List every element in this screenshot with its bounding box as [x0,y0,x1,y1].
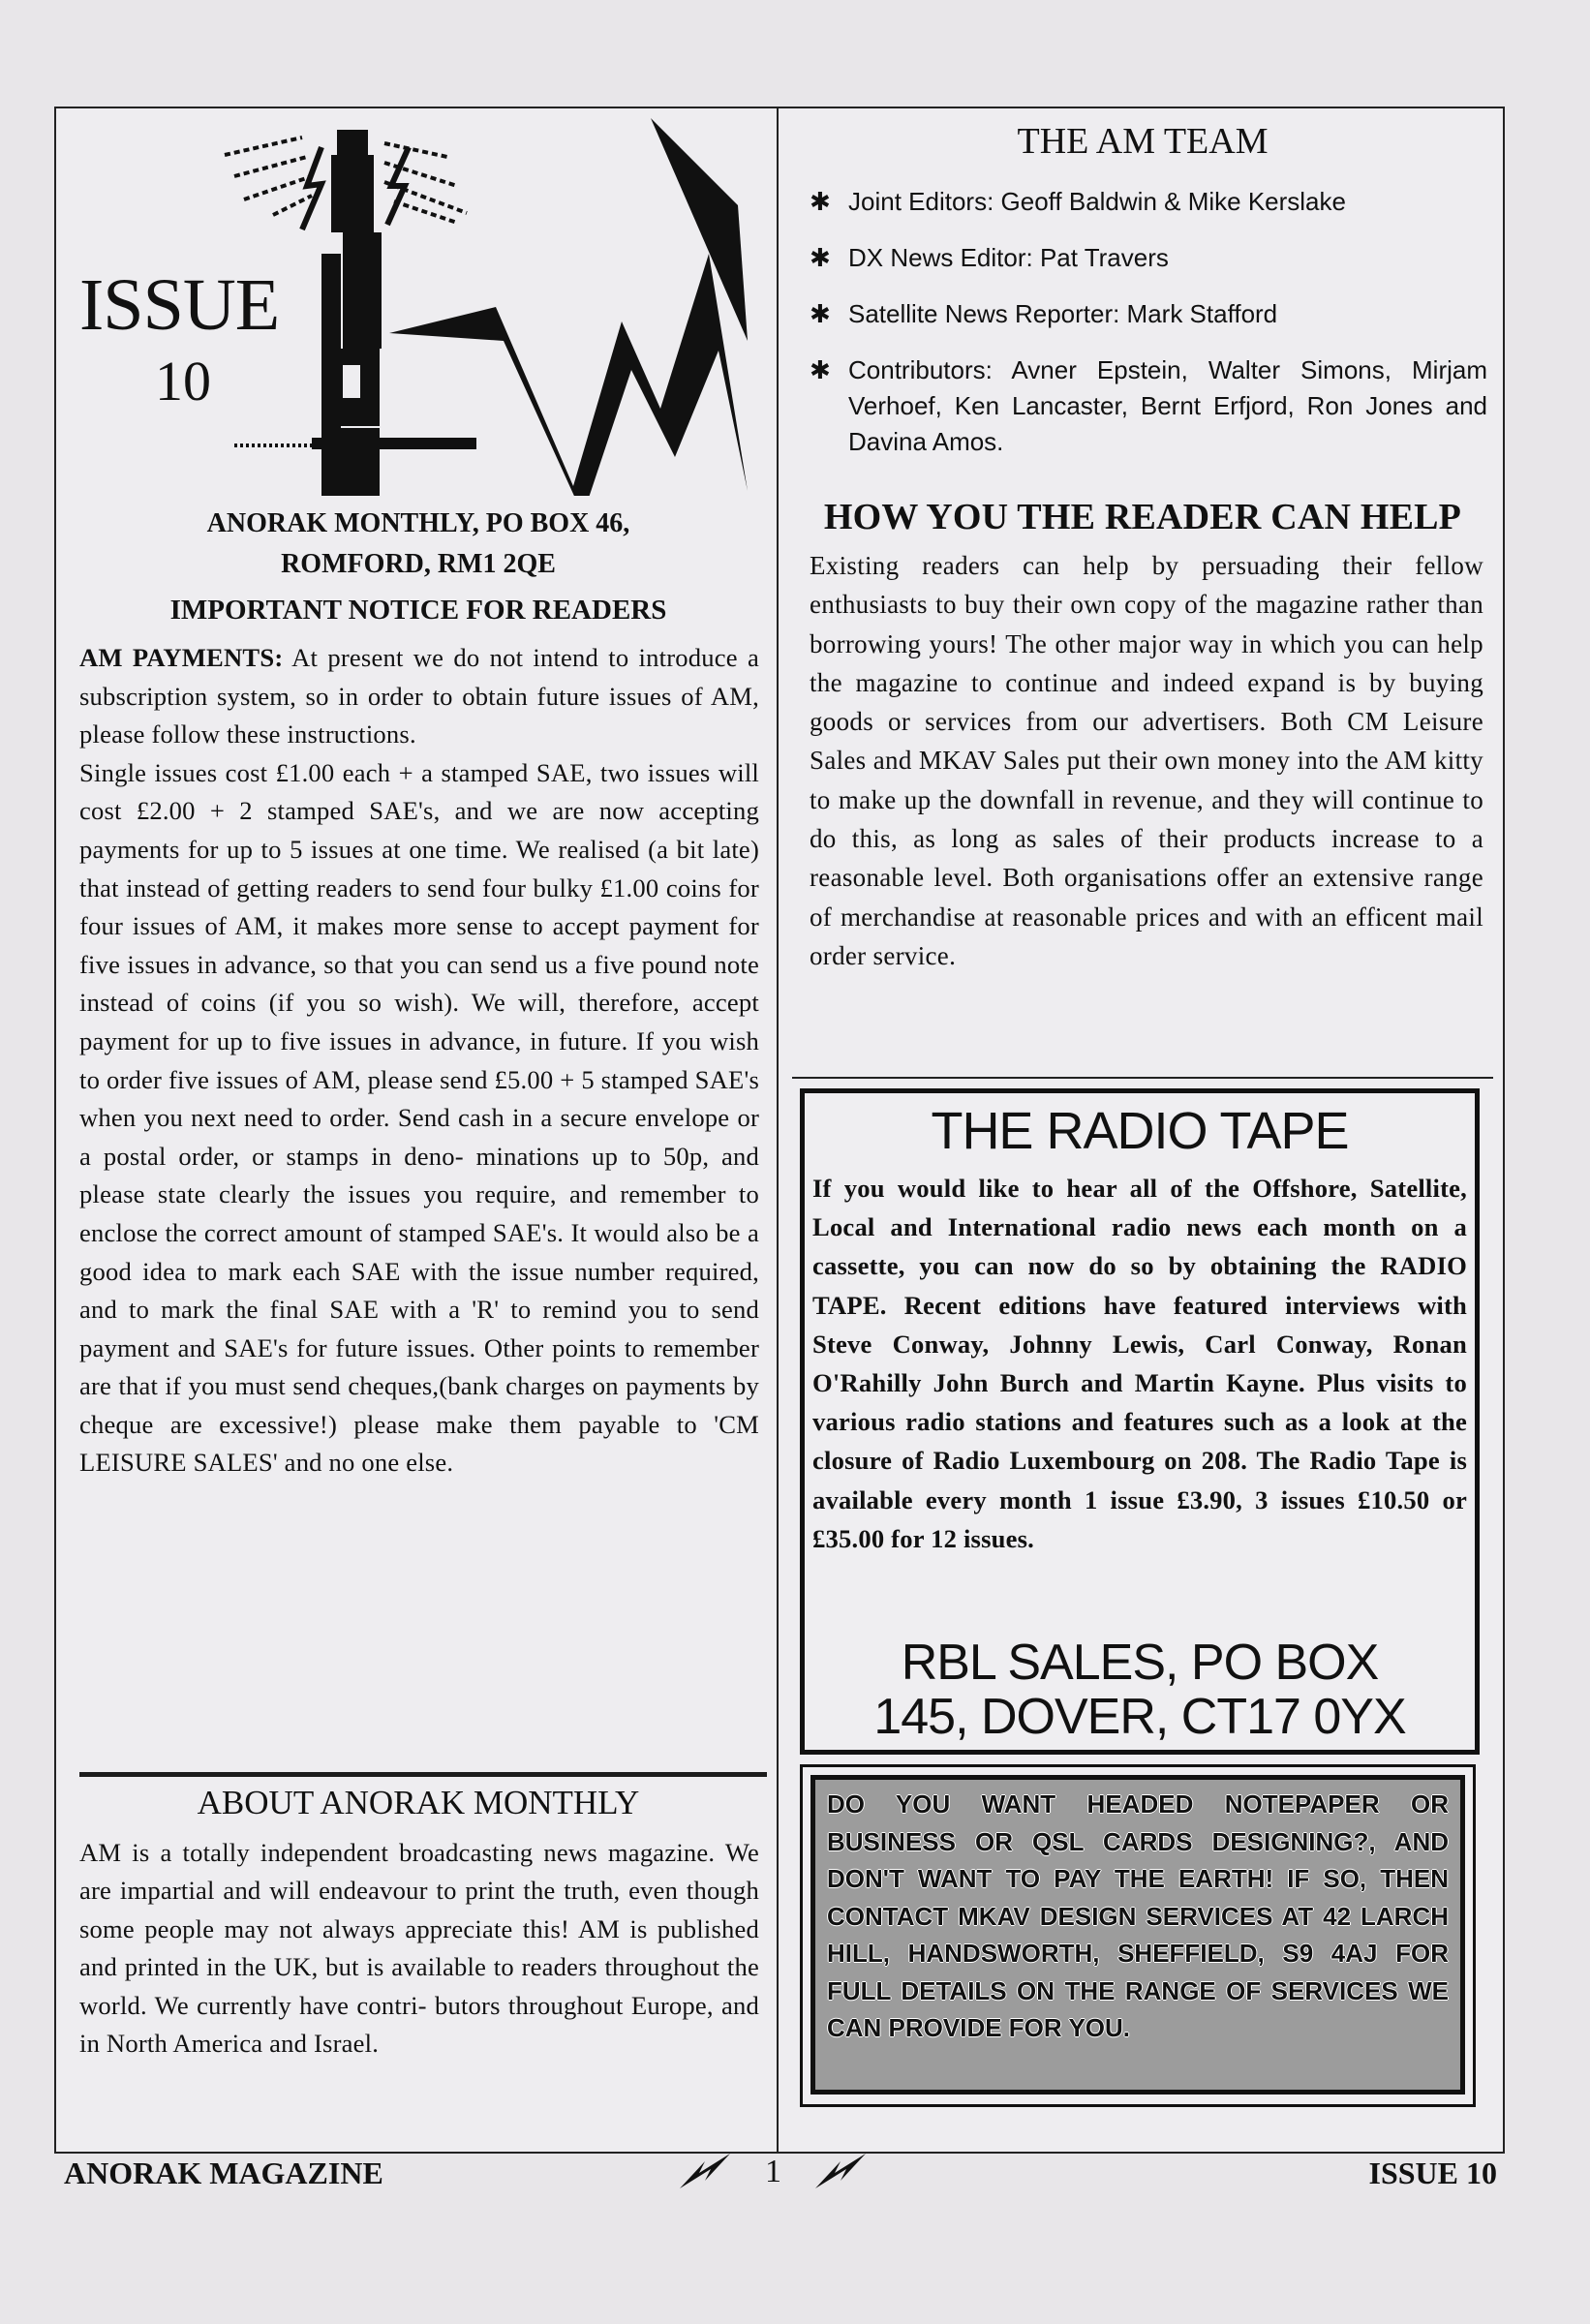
radio-tape-address [805,1636,1475,1744]
radio-tape-advert [800,1088,1480,1755]
page-frame [54,107,1505,2154]
address-line-1: ANORAK MONTHLY, PO BOX 46, [206,508,630,538]
section-divider [792,1077,1493,1079]
radio-waves-left-icon [225,138,312,215]
footer-issue: ISSUE 10 [1368,2156,1497,2190]
about-body: AM is a totally independent broadcasting news magazine. We are impartial and will endeavour to print the truth, even though some people may not always appreciate this! AM is published and printed in the UK, but is available to readers throughout the world. We currently have contri- butors throughout Europe, and in North America and Israel. [79,1838,759,2059]
issue-label: ISSUE [79,264,280,346]
lightning-bolt-icon [302,147,321,229]
help-heading: HOW YOU THE READER CAN HELP [823,497,1462,537]
advert-panel [810,1775,1465,2095]
asterisk-icon: ✱ [810,355,831,384]
list-item: ✱ DX News Editor: Pat Travers [810,240,1487,276]
section-divider [79,1772,767,1777]
lightning-bolt-icon [678,2152,736,2190]
am-logo-graphic [167,108,767,496]
publisher-address [70,504,767,585]
list-item: ✱ Joint Editors: Geoff Baldwin & Mike Kerslake [810,184,1487,220]
advert-text: DO YOU WANT HEADED NOTEPAPER OR BUSINESS OR QSL CARDS DESIGNING?, AND DON'T WANT TO PAY THE EARTH! IF SO, THEN CONTACT MKAV DESIGN SERVICES AT 42 LARCH HILL, HANDSWORTH, SHEFFIELD, S9 4AJ FOR FULL DETAILS ON THE RANGE OF SERVICES WE CAN PROVIDE FOR YOU. [827,1789,1449,2042]
address-line-2: ROMFORD, RM1 2QE [281,549,556,579]
list-item: ✱ Satellite News Reporter: Mark Stafford [810,296,1487,332]
payments-lead: AM PAYMENTS: [79,643,284,672]
page-number: 1 [765,2154,781,2189]
footer-magazine-name: ANORAK MAGAZINE [64,2156,383,2190]
team-list [810,184,1487,480]
masthead-logo [70,108,767,496]
help-body: Existing readers can help by persuading their fellow enthusiasts to buy their own copy of the magazine rather than borrowing yours! The other major way in which you can help the magazine to continue and indeed expand is by buying goods or services from our advertisers. Both CM Leisure Sales and MKAV Sales put their own money into the AM kitty to make up the downfall in revenue, and they will continue to do this, as long as sales of their products increase to a reasonable level. Both organisations offer an extensive range of merchandise at reasonable prices and with an efficent mail order service. [810,551,1483,970]
radio-address-line-1: RBL SALES, PO BOX [901,1635,1379,1691]
about-heading: ABOUT ANORAK MONTHLY [197,1784,640,1821]
payments-notice [79,639,759,1483]
left-column [70,108,767,2152]
asterisk-icon: ✱ [810,187,831,216]
radio-tape-body: If you would like to hear all of the Offshore, Satellite, Local and International radio news each month on a cassette, you can now do so by obtaining the RADIO TAPE. Recent editions have featured interviews with Steve Conway, Johnny Lewis, Carl Conway, Ronan O'Rahilly John Burch and Martin Kayne. Plus visits to various radio stations and features such as a look at the closure of Radio Luxembourg on 208. The Radio Tape is available every month 1 issue £3.90, 3 issues £10.50 or £35.00 for 12 issues. [812,1174,1467,1553]
right-column [792,108,1493,2152]
radio-tape-heading: THE RADIO TAPE [931,1102,1349,1160]
asterisk-icon: ✱ [810,299,831,328]
asterisk-icon: ✱ [810,243,831,272]
issue-number: 10 [155,350,211,413]
radio-address-line-2: 145, DOVER, CT17 0YX [873,1689,1406,1745]
payments-details: Single issues cost £1.00 each + a stamped SAE, two issues will cost £2.00 + 2 stamped SAE's, and we are now accepting payments for up to 5 issues at one time. We realised (a bit late) that instead of getting readers to send four bulky £1.00 coins for four issues of AM, it makes more sense to accept payment for five issues in advance, so that you can send us a five pound note instead of coins (if you so wish). We will, therefore, accept payment for up to five issues in advance, in future. If you wish to order five issues of AM, please send £5.00 + 5 stamped SAE's when you next need to order. Send cash in a secure envelope or a postal order, or stamps in deno- minations up to 50p, and please state clearly the issues you require, and remember to enclose the correct amount of stamped SAE's. It would also be a good idea to mark each SAE with the issue number required, and to mark the final SAE with a 'R' to remind you to send payment and SAE's for future issues. Other points to remember are that if you must send cheques,(bank charges on payments by cheque are excessive!) please make them payable to 'CM LEISURE SALES' and no one else. [79,757,759,1478]
team-heading: THE AM TEAM [1017,121,1269,162]
mkav-design-advert [800,1764,1476,2107]
list-item: ✱ Contributors: Avner Epstein, Walter Simons, Mirjam Verhoef, Ken Lancaster, Bernt Erfjord, Ron Jones and Davina Amos. [810,352,1487,460]
notice-heading: IMPORTANT NOTICE FOR READERS [169,595,667,626]
payments-intro: At present we do not intend to introduce a subscription system, so in order to obtain future issues of AM, please follow these instructions. [79,643,759,749]
m-letter-icon [389,254,748,496]
column-divider [777,108,779,2152]
lightning-bolt-icon [813,2152,871,2190]
